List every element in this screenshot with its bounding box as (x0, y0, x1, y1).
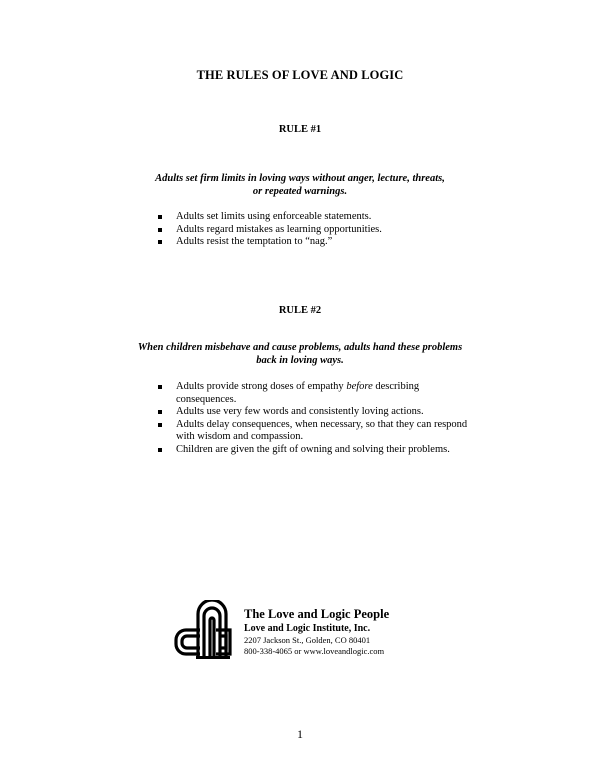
rule-1-statement-line: or repeated warnings. (252, 186, 348, 197)
rule-1-statement-line: Adults set firm limits in loving ways without anger, lecture, threats, (155, 173, 445, 184)
bullet-text: Adults set limits using enforceable statements. (176, 211, 372, 222)
list-item (158, 381, 518, 406)
rule-2-statement-line: When children misbehave and cause problems, adults hand these problems (137, 342, 463, 353)
rule-1-bullet-list (158, 211, 518, 249)
bullet-text-part: describing (372, 381, 420, 392)
bullet-text: Adults regard mistakes as learning opportunities. (176, 223, 382, 235)
bullet-icon (158, 423, 162, 427)
list-item (158, 444, 518, 457)
bullet-icon (158, 410, 162, 414)
rule-1-heading: RULE #1 (278, 124, 322, 135)
bullet-icon (158, 448, 162, 452)
bullet-text (176, 381, 518, 394)
bullet-text-part: Adults provide strong doses of empathy (176, 381, 347, 392)
bullet-icon (158, 228, 162, 232)
bullet-icon (158, 215, 162, 219)
list-item (158, 236, 518, 249)
rule-1-statement (100, 172, 500, 198)
bullet-text: Adults resist the temptation to “nag.” (176, 236, 333, 247)
list-item (158, 211, 518, 224)
rule-2-statement (100, 341, 500, 367)
address: 2207 Jackson St., Golden, CO 80401 (244, 635, 371, 645)
love-and-logic-logo-icon (172, 600, 236, 664)
institute-name: Love and Logic Institute, Inc. (244, 623, 371, 634)
contact-info: 800-338-4065 or www.loveandlogic.com (244, 646, 385, 656)
rule-2-bullet-list (158, 381, 518, 456)
document-title: THE RULES OF LOVE AND LOGIC (196, 68, 404, 82)
bullet-text: Children are given the gift of owning and solving their problems. (176, 443, 450, 455)
bullet-text: Adults delay consequences, when necessary, so that they can respond (176, 418, 468, 430)
bullet-text: Adults use very few words and consistently loving actions. (176, 406, 424, 417)
rule-2-statement-line: back in loving ways. (256, 355, 344, 366)
organization-name: The Love and Logic People (244, 607, 390, 621)
organization-info (244, 607, 389, 657)
list-item (158, 224, 518, 237)
bullet-text-emphasis: before (346, 381, 373, 392)
footer (172, 600, 452, 670)
bullet-icon (158, 240, 162, 244)
bullet-icon (158, 385, 162, 389)
page-number: 1 (297, 727, 303, 741)
rule-2-heading: RULE #2 (278, 305, 322, 316)
bullet-text-continuation: with wisdom and compassion. (176, 431, 304, 442)
list-item (158, 419, 518, 444)
bullet-text-continuation: consequences. (176, 393, 237, 405)
list-item (158, 406, 518, 419)
